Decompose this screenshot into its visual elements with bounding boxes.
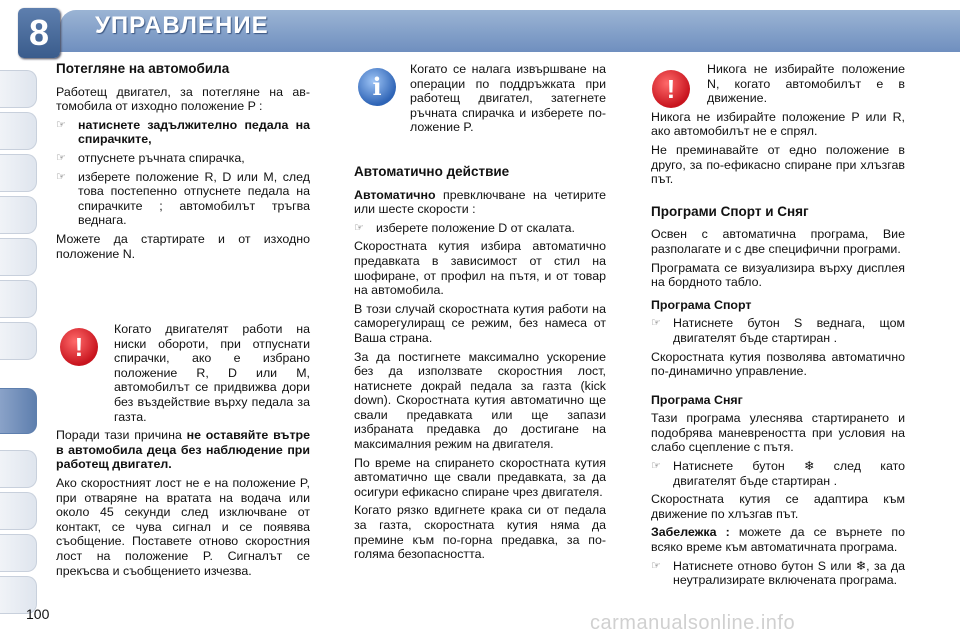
paragraph: Когато рязко вдигнете крака си от педала за газта, скоростната кутия няма да премине към по-горна предавка, за по-голяма безопасността.	[354, 503, 606, 562]
hand-pointer-icon: ☞	[651, 317, 661, 330]
side-tab-3[interactable]	[0, 154, 37, 192]
subheading-sport: Програма Спорт	[651, 297, 752, 312]
column-2	[354, 62, 606, 566]
side-tab-2[interactable]	[0, 112, 37, 150]
list-item: ☞ Натиснете бутон ❄ след като двигателят бъде стартиран .	[651, 459, 905, 488]
list-item: ☞ натиснете задължително педала на спирачките,	[56, 117, 310, 147]
list-item: ☞ изберете положение D от скалата.	[354, 220, 575, 235]
page-number: 100	[26, 606, 50, 622]
list-item: ☞ отпуснете ръчната спирачка,	[56, 150, 245, 165]
paragraph: Програмата се визуализира върху дисплея на бордното табло.	[651, 260, 905, 290]
paragraph: Автоматично превключване на четирите или шесте скорости :	[354, 187, 606, 217]
warning-icon: !	[652, 70, 690, 108]
warning-text: Когато двигателят работи на ниски обороти, при отпуснати спирачки, ако е избрано положение R, D или M, автомобилът се придвижва дори без въздействие върху педала за газта.	[114, 322, 310, 424]
side-tab-4[interactable]	[0, 196, 37, 234]
chapter-number: 8	[18, 8, 60, 58]
note: Забележка : можете да се върнете по всяко време към автоматичната програма.	[651, 525, 905, 555]
list-item: ☞ Натиснете бутон S веднага, щом двигателят бъде стартиран .	[651, 316, 905, 345]
subheading-snow: Програма Сняг	[651, 392, 743, 407]
hand-pointer-icon: ☞	[56, 118, 66, 131]
hand-pointer-icon: ☞	[354, 221, 364, 234]
page-title: УПРАВЛЕНИЕ	[95, 12, 269, 39]
side-tab-6[interactable]	[0, 280, 37, 318]
side-tab-10[interactable]	[0, 492, 37, 530]
paragraph: В този случай скоростната кутия работи на саморегулиращ се режим, без намеса от Ваша страна.	[354, 301, 606, 345]
list-item: ☞ изберете положение R, D или M, след това постепенно отпуснете педала на спирачките ; автомобилът тръгва веднага.	[56, 169, 310, 228]
side-tab-9[interactable]	[0, 450, 37, 488]
warning-text: Никога не избирайте положение P или R, ако автомобилът не е спрял.	[651, 109, 905, 139]
warning-text: Ако скоростният лост не е на положение P, при отваряне на вратата на водача или около 45 секунди след изключване от контакт, се чува сигнал и се появява съобщение. Поставете отново скоростния лост на положение P. Сигналът се прекъсва и съобщението изчезва.	[56, 475, 310, 578]
hand-pointer-icon: ☞	[56, 170, 66, 183]
paragraph: По време на спирането скоростната кутия автоматично ще свали предавката, за да осигури ефикасно спиране чрез двигателя.	[354, 455, 606, 499]
hand-pointer-icon: ☞	[651, 559, 661, 572]
warning-text: Никога не избирайте положение N, когато автомобилът е в движение.	[707, 62, 905, 106]
paragraph: За да постигнете максимално ускорение без да използвате скоростния лост, натиснете докрай педала за газта (kick down). Скоростната кутия автоматично ще свали предавката или ще запази избраната предавка до достигане на максималния режим на двигателя.	[354, 349, 606, 452]
side-tab-11[interactable]	[0, 534, 37, 572]
warning-block-1	[56, 322, 310, 582]
side-tab-1[interactable]	[0, 70, 37, 108]
info-icon: i	[358, 68, 396, 106]
paragraph: Освен с автоматична програма, Вие разполагате и с две специфични програми.	[651, 227, 905, 256]
section-heading-auto: Автоматично действие	[354, 163, 510, 179]
page-header	[0, 0, 960, 60]
side-tab-5[interactable]	[0, 238, 37, 276]
intro-text: Работещ двигател, за потегляне на автомобила от изходно положение P :	[56, 84, 310, 114]
paragraph: Скоростната кутия избира автоматично предавката в зависимост от стил на шофиране, от профил на пътя, и от товар на автомобила.	[354, 239, 606, 298]
paragraph: Тази програма улеснява стартирането и подобрява маневреността при условия на слабо сцепление с пътя.	[651, 411, 905, 455]
warning-icon: !	[60, 328, 98, 366]
info-text: Когато се налага извършване на операции по поддръжката при работещ двигател, затегнете ръчната спирачка и изберете положение P.	[410, 62, 606, 135]
warning-text-bold: Поради тази причина не оставяйте вътре в автомобила деца без наблюдение при работещ двигател.	[56, 428, 310, 472]
column-1	[56, 62, 310, 265]
column-3	[651, 62, 905, 592]
paragraph: Скоростната кутия се адаптира към движение по хлъзгав път.	[651, 492, 905, 521]
hand-pointer-icon: ☞	[651, 460, 661, 473]
side-tab-7[interactable]	[0, 322, 37, 360]
section-heading-programs: Програми Спорт и Сняг	[651, 203, 809, 219]
hand-pointer-icon: ☞	[56, 151, 66, 164]
paragraph: Скоростната кутия позволява автоматично по-динамично управление.	[651, 349, 905, 379]
side-tab-active[interactable]	[0, 388, 37, 434]
warning-text: Не преминавайте от едно положение в друго, за по-ефикасно спиране при хлъзгав път.	[651, 142, 905, 187]
watermark: carmanualsonline.info	[590, 612, 796, 634]
list-item: ☞ Натиснете отново бутон S или ❄, за да неутрализирате включената програма.	[651, 558, 905, 588]
paragraph: Можете да стартирате и от изходно положение N.	[56, 231, 310, 261]
section-heading-start: Потегляне на автомобила	[56, 61, 230, 76]
